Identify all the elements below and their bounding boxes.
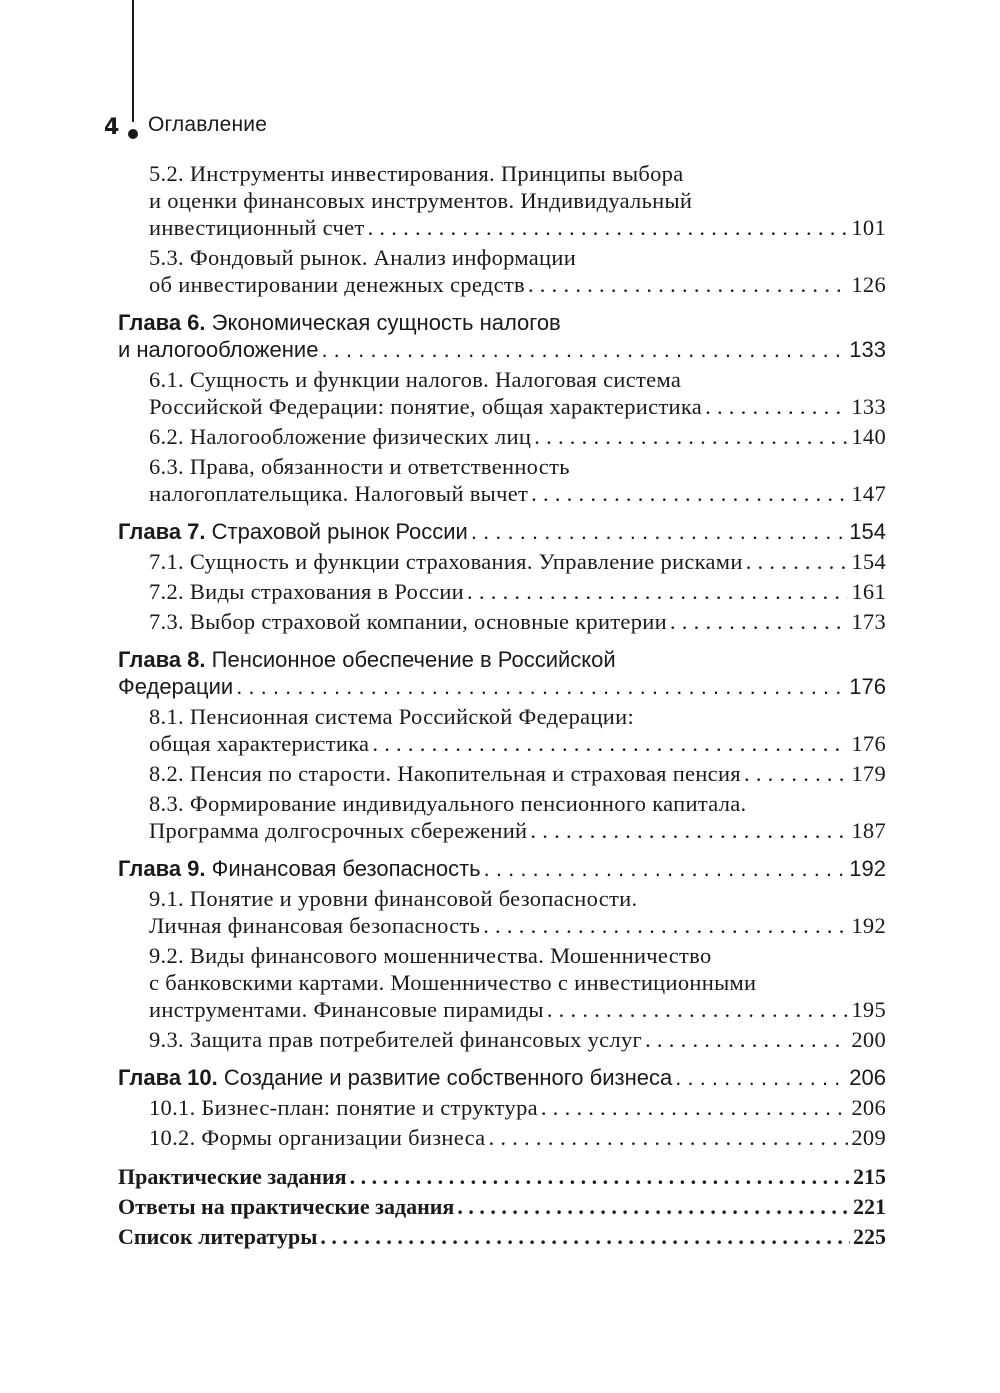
dot-leader bbox=[746, 548, 849, 575]
toc-section-entry[interactable] bbox=[118, 703, 886, 757]
toc-entry-line bbox=[149, 1094, 886, 1121]
toc-title-text: 5.2. Инструменты инвестирования. Принципы выбора bbox=[149, 161, 684, 186]
toc-title-text: Ответы на практические задания bbox=[118, 1194, 455, 1219]
toc-chapter-entry[interactable] bbox=[118, 855, 886, 882]
toc-title-text: 5.3. Фондовый рынок. Анализ информации bbox=[149, 245, 577, 270]
toc-page-number: 147 bbox=[851, 481, 886, 506]
toc-title-text: налогоплательщика. Налоговый вычет bbox=[149, 481, 529, 506]
chapter-label: Глава 8. bbox=[118, 647, 206, 672]
toc-title-text: 6.3. Права, обязанности и ответственность bbox=[149, 454, 570, 479]
toc-section-entry[interactable] bbox=[118, 1094, 886, 1121]
toc-entry-title bbox=[149, 608, 667, 635]
toc-section-entry[interactable] bbox=[118, 160, 886, 241]
dot-leader bbox=[531, 480, 848, 507]
toc-section-entry[interactable] bbox=[118, 423, 886, 450]
toc-section-entry[interactable] bbox=[118, 548, 886, 575]
toc-page-number: 225 bbox=[853, 1224, 886, 1249]
toc-entry-title bbox=[118, 1163, 347, 1191]
toc-page-number: 195 bbox=[851, 997, 886, 1022]
toc-entry-title bbox=[118, 647, 616, 672]
toc-entry-title bbox=[149, 760, 741, 787]
toc-entry-title bbox=[149, 1026, 642, 1053]
toc-page-number: 154 bbox=[851, 549, 886, 574]
toc-title-text: 6.2. Налогообложение физических лиц bbox=[149, 424, 532, 449]
toc-title-text: 8.2. Пенсия по старости. Накопительная и страховая пенсия bbox=[149, 761, 741, 786]
dot-leader bbox=[471, 518, 846, 545]
toc-entry-title bbox=[118, 336, 318, 363]
toc-page-number: 221 bbox=[853, 1194, 886, 1219]
chapter-label: Глава 6. bbox=[118, 310, 206, 335]
toc-page-number: 140 bbox=[851, 424, 886, 449]
toc-page-number: 206 bbox=[851, 1095, 886, 1120]
page-number: 4 bbox=[104, 115, 120, 140]
toc-entry-title bbox=[118, 673, 233, 700]
toc-entry-line bbox=[149, 271, 886, 298]
toc-page-number: 126 bbox=[851, 272, 886, 297]
toc-entry-line bbox=[118, 673, 886, 700]
margin-rule-dot bbox=[128, 129, 138, 139]
dot-leader bbox=[484, 855, 847, 882]
dot-leader bbox=[670, 608, 848, 635]
toc-section-entry[interactable] bbox=[118, 942, 886, 1023]
toc-entry-line bbox=[118, 646, 886, 673]
toc-entry-line bbox=[149, 912, 886, 939]
toc-entry-title bbox=[149, 245, 576, 270]
toc-entry-title bbox=[149, 970, 756, 995]
toc-entry-line bbox=[149, 578, 886, 605]
toc-title-text: Страховой рынок России bbox=[211, 519, 468, 544]
toc-title-text: 10.2. Формы организации бизнеса bbox=[149, 1125, 486, 1150]
margin-rule bbox=[132, 0, 134, 122]
toc-entry-title bbox=[118, 1223, 317, 1251]
toc-section-entry[interactable] bbox=[118, 244, 886, 298]
toc-entry-title bbox=[149, 271, 525, 298]
toc-entry-line bbox=[149, 730, 886, 757]
toc-title-text: 9.1. Понятие и уровни финансовой безопасности. bbox=[149, 886, 638, 911]
toc-title-text: и налогообложение bbox=[118, 337, 319, 362]
toc-title-text: 7.1. Сущность и функции страхования. Управление рисками bbox=[149, 549, 743, 574]
toc-page-number: 209 bbox=[851, 1125, 886, 1150]
toc-entry-line bbox=[149, 1026, 886, 1053]
toc-entry-title bbox=[149, 188, 692, 213]
toc-title-text: Финансовая безопасность bbox=[211, 856, 481, 881]
toc-page-number: 154 bbox=[849, 519, 886, 544]
toc-entry-title bbox=[149, 367, 681, 392]
dot-leader bbox=[488, 1124, 848, 1151]
toc-entry-title bbox=[118, 310, 561, 335]
toc-entry-line bbox=[118, 1193, 886, 1221]
dot-leader bbox=[457, 1193, 850, 1221]
toc-title-text: 10.1. Бизнес-план: понятие и структура bbox=[149, 1095, 538, 1120]
toc-entry-line bbox=[149, 187, 886, 214]
toc-page-number: 133 bbox=[851, 394, 886, 419]
table-of-contents bbox=[118, 157, 886, 1251]
toc-entry-line bbox=[149, 548, 886, 575]
toc-title-text: Практические задания bbox=[118, 1164, 347, 1189]
toc-chapter-entry[interactable] bbox=[118, 1064, 886, 1091]
toc-page-number: 173 bbox=[851, 609, 886, 634]
toc-entry-line bbox=[118, 309, 886, 336]
toc-entry-line bbox=[149, 1124, 886, 1151]
toc-title-text: Программа долгосрочных сбережений bbox=[149, 818, 528, 843]
toc-entry-title bbox=[149, 578, 464, 605]
dot-leader bbox=[547, 996, 849, 1023]
dot-leader bbox=[534, 423, 848, 450]
toc-title-text: инструментами. Финансовые пирамиды bbox=[149, 997, 544, 1022]
toc-title-text: Экономическая сущность налогов bbox=[211, 310, 561, 335]
toc-section-entry[interactable] bbox=[118, 1026, 886, 1053]
dot-leader bbox=[528, 271, 848, 298]
toc-page-number: 176 bbox=[851, 731, 886, 756]
toc-page-number: 187 bbox=[851, 818, 886, 843]
toc-title-text: 6.1. Сущность и функции налогов. Налоговая система bbox=[149, 367, 682, 392]
toc-entry-title bbox=[149, 996, 544, 1023]
dot-leader bbox=[645, 1026, 848, 1053]
dot-leader bbox=[705, 393, 848, 420]
chapter-label: Глава 10. bbox=[118, 1065, 218, 1090]
toc-entry-title bbox=[118, 855, 481, 882]
toc-entry-line bbox=[149, 996, 886, 1023]
toc-entry-line bbox=[118, 855, 886, 882]
toc-title-text: и оценки финансовых инструментов. Индивидуальный bbox=[149, 188, 693, 213]
toc-title-text: с банковскими картами. Мошенничество с инвестиционными bbox=[149, 970, 757, 995]
dot-leader bbox=[350, 1163, 850, 1191]
toc-section-entry[interactable] bbox=[118, 1124, 886, 1151]
dot-leader bbox=[675, 1064, 846, 1091]
toc-chapter-entry[interactable] bbox=[118, 309, 886, 363]
toc-entry-line bbox=[118, 1163, 886, 1191]
running-title: Оглавление bbox=[148, 113, 268, 136]
toc-page-number: 179 bbox=[851, 761, 886, 786]
toc-page-number: 176 bbox=[849, 674, 886, 699]
toc-entry-line bbox=[149, 214, 886, 241]
toc-page-number: 200 bbox=[851, 1027, 886, 1052]
toc-title-text: 7.3. Выбор страховой компании, основные критерии bbox=[149, 609, 667, 634]
toc-title-text: Создание и развитие собственного бизнеса bbox=[223, 1065, 673, 1090]
dot-leader bbox=[320, 1223, 850, 1251]
toc-entry-line bbox=[118, 1223, 886, 1251]
toc-entry-title bbox=[149, 480, 528, 507]
toc-section-entry[interactable] bbox=[118, 790, 886, 844]
toc-section-entry[interactable] bbox=[118, 885, 886, 939]
toc-entry-line bbox=[118, 336, 886, 363]
toc-entry-title bbox=[149, 704, 634, 729]
dot-leader bbox=[368, 214, 849, 241]
toc-entry-title bbox=[149, 886, 637, 911]
toc-entry-title bbox=[149, 817, 527, 844]
toc-entry-line bbox=[149, 453, 886, 480]
toc-title-text: Список литературы bbox=[118, 1224, 318, 1249]
toc-entry-line bbox=[149, 480, 886, 507]
toc-title-text: 8.3. Формирование индивидуального пенсионного капитала. bbox=[149, 791, 747, 816]
toc-entry-title bbox=[149, 791, 746, 816]
toc-title-text: 8.1. Пенсионная система Российской Федерации: bbox=[149, 704, 635, 729]
toc-entry-title bbox=[149, 454, 570, 479]
toc-title-text: 7.2. Виды страхования в России bbox=[149, 579, 465, 604]
toc-title-text: Пенсионное обеспечение в Российской bbox=[211, 647, 616, 672]
toc-entry-title bbox=[118, 518, 468, 545]
toc-page-number: 192 bbox=[849, 856, 886, 881]
toc-entry-title bbox=[149, 912, 480, 939]
dot-leader bbox=[321, 336, 846, 363]
toc-title-text: общая характеристика bbox=[149, 731, 370, 756]
toc-chapter-entry[interactable] bbox=[118, 646, 886, 700]
toc-entry-line bbox=[149, 160, 886, 187]
toc-page-number: 101 bbox=[851, 215, 886, 240]
dot-leader bbox=[541, 1094, 848, 1121]
toc-entry-line bbox=[149, 760, 886, 787]
toc-section-entry[interactable] bbox=[118, 760, 886, 787]
toc-final-entry[interactable] bbox=[118, 1163, 886, 1191]
toc-entry-title bbox=[149, 214, 365, 241]
toc-entry-title bbox=[149, 1124, 485, 1151]
toc-section-entry[interactable] bbox=[118, 366, 886, 420]
toc-page-number: 192 bbox=[851, 913, 886, 938]
toc-page-number: 133 bbox=[849, 337, 886, 362]
toc-section-entry[interactable] bbox=[118, 453, 886, 507]
toc-title-text: 9.2. Виды финансового мошенничества. Мошенничество bbox=[149, 943, 712, 968]
toc-entry-title bbox=[149, 730, 369, 757]
toc-entry-line bbox=[149, 885, 886, 912]
toc-entry-line bbox=[149, 703, 886, 730]
dot-leader bbox=[467, 578, 848, 605]
toc-entry-line bbox=[149, 423, 886, 450]
dot-leader bbox=[372, 730, 848, 757]
toc-entry-line bbox=[149, 393, 886, 420]
toc-entry-line bbox=[149, 608, 886, 635]
toc-entry-line bbox=[149, 942, 886, 969]
toc-entry-line bbox=[149, 366, 886, 393]
toc-entry-title bbox=[149, 1094, 538, 1121]
toc-section-entry[interactable] bbox=[118, 608, 886, 635]
dot-leader bbox=[744, 760, 848, 787]
toc-title-text: Федерации bbox=[118, 674, 234, 699]
dot-leader bbox=[236, 673, 846, 700]
toc-title-text: 9.3. Защита прав потребителей финансовых услуг bbox=[149, 1027, 643, 1052]
chapter-label: Глава 7. bbox=[118, 519, 206, 544]
toc-entry-title bbox=[149, 423, 531, 450]
toc-entry-title bbox=[118, 1064, 672, 1091]
toc-entry-line bbox=[118, 518, 886, 545]
toc-final-entry[interactable] bbox=[118, 1193, 886, 1221]
toc-entry-title bbox=[118, 1193, 454, 1221]
toc-page-number: 161 bbox=[851, 579, 886, 604]
toc-title-text: об инвестировании денежных средств bbox=[149, 272, 525, 297]
toc-page-number: 215 bbox=[853, 1164, 886, 1189]
toc-entry-line bbox=[149, 969, 886, 996]
toc-entry-title bbox=[149, 943, 712, 968]
toc-entry-title bbox=[149, 393, 702, 420]
dot-leader bbox=[483, 912, 848, 939]
toc-page-number: 206 bbox=[849, 1065, 886, 1090]
toc-entry-line bbox=[118, 1064, 886, 1091]
toc-entry-line bbox=[149, 790, 886, 817]
dot-leader bbox=[530, 817, 848, 844]
toc-chapter-entry[interactable] bbox=[118, 518, 886, 545]
toc-section-entry[interactable] bbox=[118, 578, 886, 605]
toc-title-text: Российской Федерации: понятие, общая характеристика bbox=[149, 394, 703, 419]
toc-entry-title bbox=[149, 161, 684, 186]
toc-entry-line bbox=[149, 817, 886, 844]
toc-title-text: инвестиционный счет bbox=[149, 215, 365, 240]
toc-entry-title bbox=[149, 548, 743, 575]
chapter-label: Глава 9. bbox=[118, 856, 206, 881]
toc-entry-line bbox=[149, 244, 886, 271]
toc-title-text: Личная финансовая безопасность bbox=[149, 913, 481, 938]
toc-final-entry[interactable] bbox=[118, 1223, 886, 1251]
